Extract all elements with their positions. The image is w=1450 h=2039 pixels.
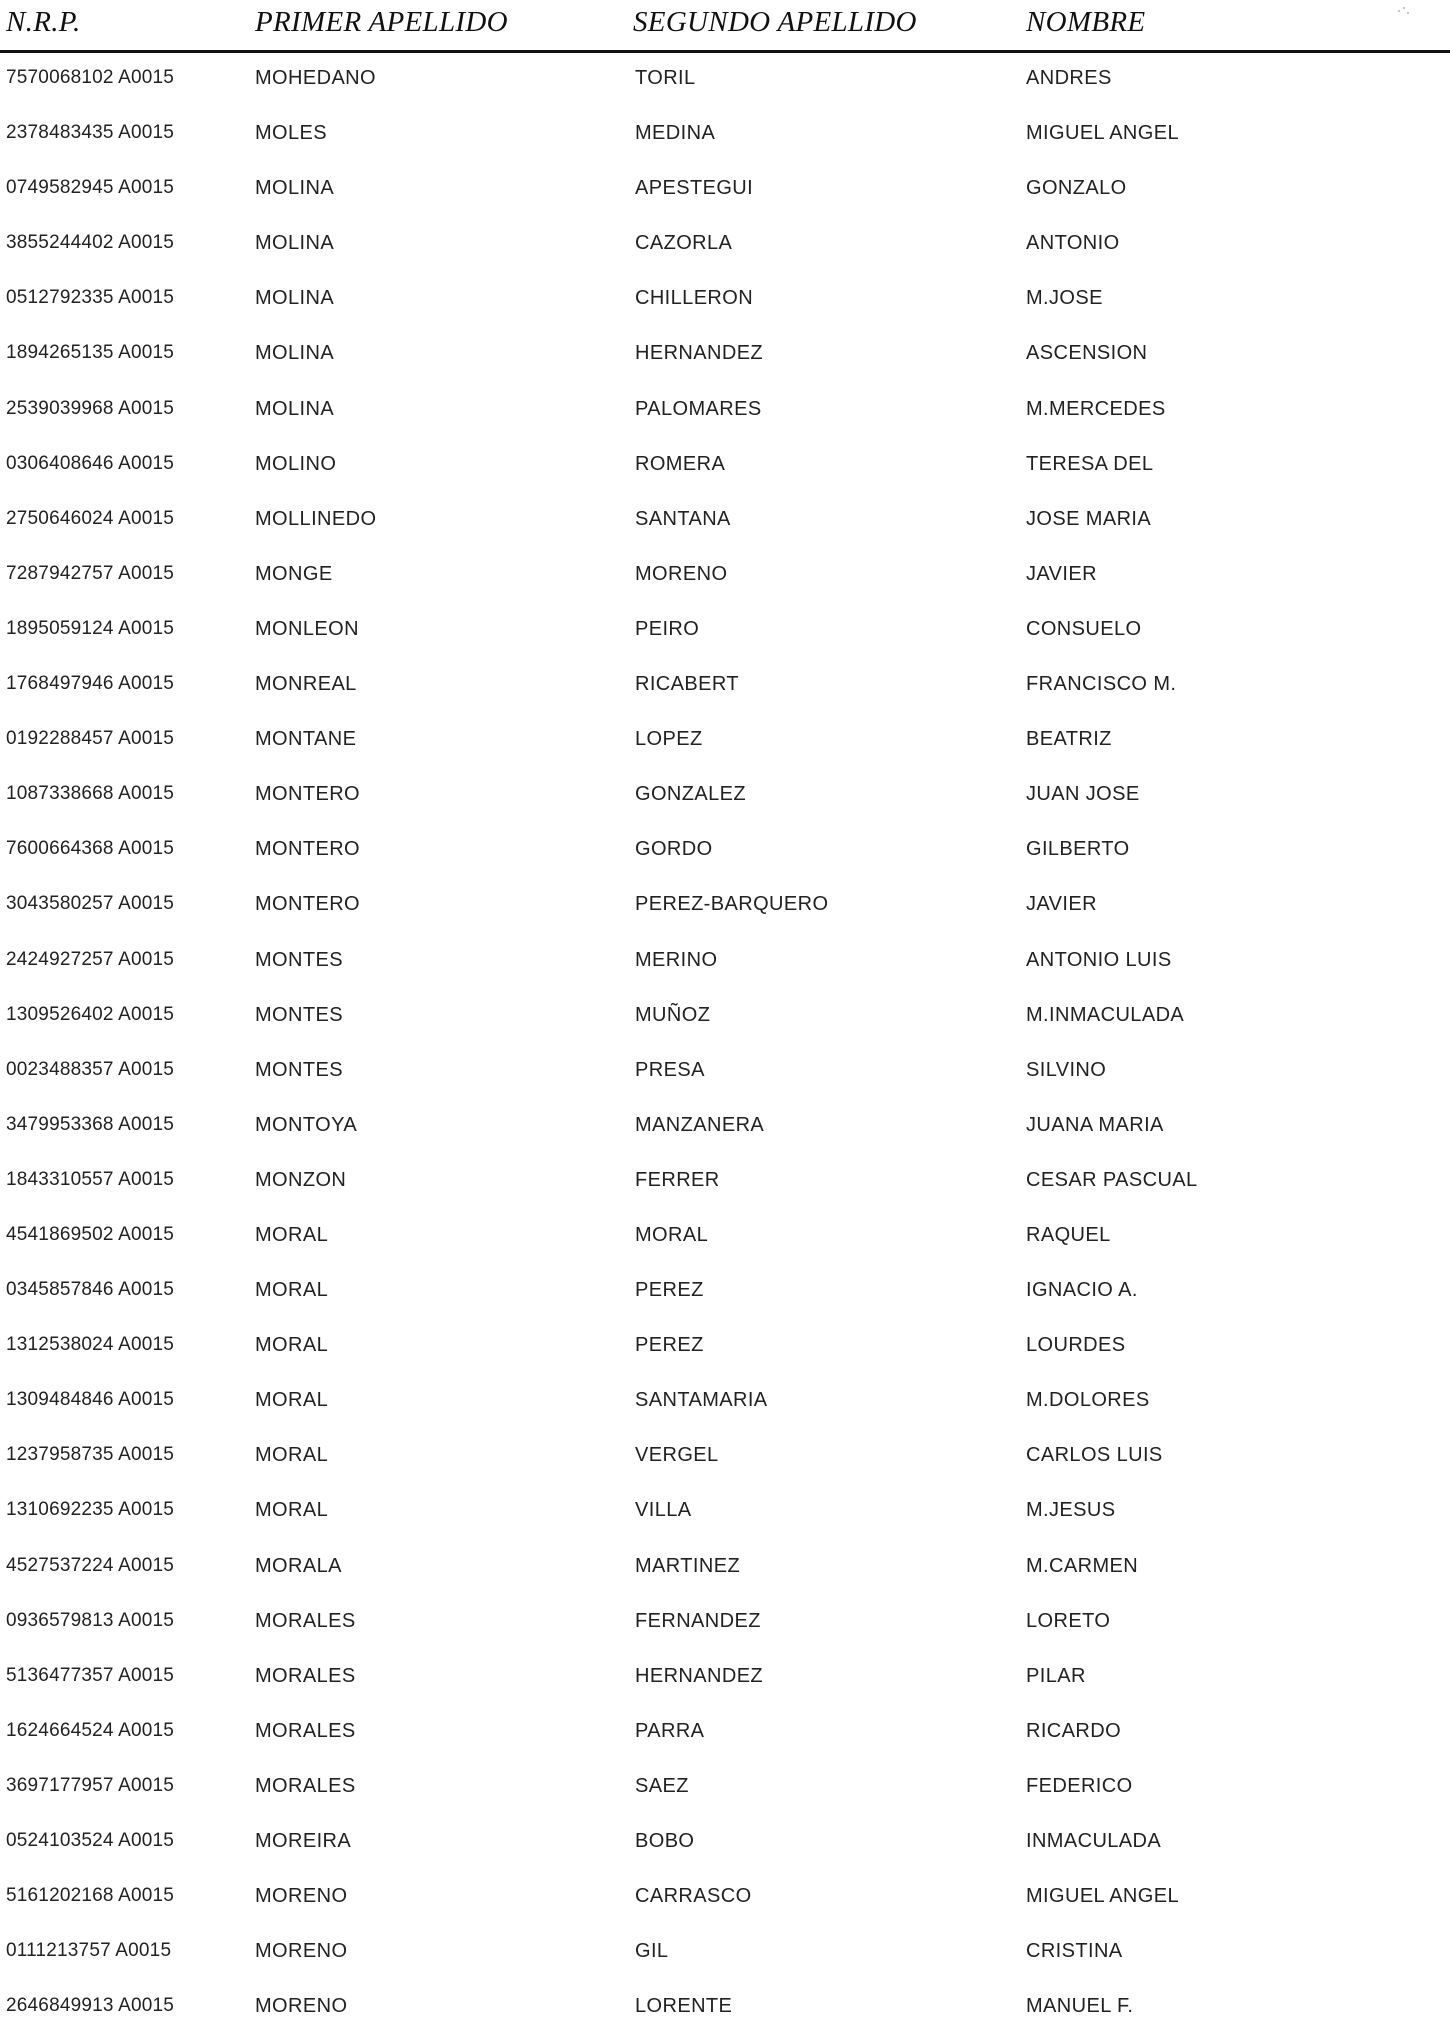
- nrp-cell: 3855244402 A0015: [6, 232, 175, 254]
- nombre-cell: SILVINO: [1026, 1058, 1107, 1081]
- nrp-cell: 1843310557 A0015: [6, 1168, 175, 1190]
- primer-apellido-cell: MONREAL: [255, 673, 357, 696]
- table-row: [0, 1874, 1450, 1929]
- segundo-apellido-cell: TORIL: [635, 67, 696, 89]
- table-row: [0, 1323, 1450, 1378]
- segundo-apellido-cell: BOBO: [635, 1830, 695, 1852]
- header-nombre: NOMBRE: [1026, 6, 1146, 38]
- primer-apellido-cell: MOLINA: [255, 232, 335, 255]
- segundo-apellido-cell: MEDINA: [635, 122, 716, 145]
- table-row: [0, 1213, 1450, 1268]
- nombre-cell: M.INMACULADA: [1026, 1003, 1185, 1026]
- segundo-apellido-cell: GONZALEZ: [635, 783, 746, 806]
- table-row: [0, 1929, 1450, 1984]
- nombre-cell: MANUEL F.: [1026, 1995, 1134, 2018]
- nrp-cell: 1768497946 A0015: [6, 673, 175, 695]
- nrp-cell: 1895059124 A0015: [6, 617, 175, 639]
- nrp-cell: 1237958735 A0015: [6, 1444, 175, 1466]
- table-row: [0, 607, 1450, 662]
- nrp-cell: 2378483435 A0015: [6, 122, 175, 144]
- table-row: [0, 1268, 1450, 1323]
- nrp-cell: 1309484846 A0015: [6, 1389, 175, 1411]
- nrp-cell: 0749582945 A0015: [6, 177, 175, 199]
- nombre-cell: TERESA DEL: [1026, 452, 1154, 475]
- table-row: [0, 442, 1450, 497]
- nrp-cell: 5161202168 A0015: [6, 1885, 175, 1907]
- table-row: [0, 772, 1450, 827]
- segundo-apellido-cell: SAEZ: [635, 1774, 689, 1797]
- nombre-cell: JAVIER: [1026, 893, 1097, 916]
- nrp-cell: 7570068102 A0015: [6, 67, 175, 88]
- primer-apellido-cell: MOLINA: [255, 177, 335, 200]
- segundo-apellido-cell: PARRA: [635, 1719, 705, 1742]
- nombre-cell: M.MERCEDES: [1026, 397, 1166, 420]
- header-rule: [0, 50, 1450, 53]
- nombre-cell: INMACULADA: [1026, 1830, 1162, 1852]
- primer-apellido-cell: MONZON: [255, 1168, 347, 1191]
- primer-apellido-cell: MORENO: [255, 1940, 348, 1963]
- primer-apellido-cell: MORAL: [255, 1223, 329, 1246]
- nrp-cell: 4541869502 A0015: [6, 1223, 175, 1245]
- nrp-cell: 1312538024 A0015: [6, 1334, 175, 1356]
- segundo-apellido-cell: SANTANA: [635, 507, 731, 530]
- primer-apellido-cell: MORALA: [255, 1554, 342, 1577]
- nombre-cell: JUAN JOSE: [1026, 783, 1140, 806]
- nombre-cell: CRISTINA: [1026, 1940, 1123, 1963]
- primer-apellido-cell: MORENO: [255, 1995, 348, 2018]
- table-row: [0, 827, 1450, 882]
- primer-apellido-cell: MORALES: [255, 1664, 356, 1687]
- segundo-apellido-cell: GORDO: [635, 838, 713, 861]
- nrp-cell: 1310692235 A0015: [6, 1499, 175, 1521]
- primer-apellido-cell: MOLINA: [255, 397, 335, 420]
- nrp-cell: 0936579813 A0015: [6, 1609, 175, 1631]
- nrp-cell: 2646849913 A0015: [6, 1995, 175, 2017]
- primer-apellido-cell: MONTES: [255, 1003, 343, 1026]
- segundo-apellido-cell: MORAL: [635, 1223, 709, 1246]
- primer-apellido-cell: MONTOYA: [255, 1113, 358, 1136]
- table-row: [0, 1378, 1450, 1433]
- segundo-apellido-cell: LOPEZ: [635, 728, 703, 751]
- nombre-cell: JUANA MARIA: [1026, 1113, 1164, 1136]
- nrp-cell: 0524103524 A0015: [6, 1830, 175, 1851]
- primer-apellido-cell: MOLINA: [255, 342, 335, 365]
- segundo-apellido-cell: HERNANDEZ: [635, 342, 764, 365]
- primer-apellido-cell: MONLEON: [255, 617, 359, 640]
- segundo-apellido-cell: FERNANDEZ: [635, 1609, 761, 1632]
- nrp-cell: 3697177957 A0015: [6, 1774, 175, 1796]
- header-primer-apellido: PRIMER APELLIDO: [255, 6, 508, 38]
- segundo-apellido-cell: MORENO: [635, 562, 728, 585]
- segundo-apellido-cell: MANZANERA: [635, 1113, 765, 1136]
- nrp-cell: 0192288457 A0015: [6, 728, 175, 750]
- primer-apellido-cell: MORALES: [255, 1609, 356, 1632]
- segundo-apellido-cell: MUÑOZ: [635, 1003, 711, 1026]
- table-row: [0, 1048, 1450, 1103]
- table-row: [0, 387, 1450, 442]
- nrp-cell: 7600664368 A0015: [6, 838, 175, 860]
- table-row: [0, 331, 1450, 386]
- table-row: [0, 56, 1450, 111]
- nrp-cell: 1624664524 A0015: [6, 1719, 175, 1741]
- segundo-apellido-cell: PALOMARES: [635, 397, 762, 420]
- nombre-cell: MIGUEL ANGEL: [1026, 1885, 1179, 1908]
- table-row: [0, 1654, 1450, 1709]
- primer-apellido-cell: MORALES: [255, 1719, 356, 1742]
- nombre-cell: MIGUEL ANGEL: [1026, 122, 1179, 145]
- nombre-cell: ANDRES: [1026, 67, 1112, 89]
- nombre-cell: IGNACIO A.: [1026, 1279, 1138, 1302]
- primer-apellido-cell: MONTERO: [255, 838, 361, 861]
- primer-apellido-cell: MORAL: [255, 1279, 329, 1302]
- nombre-cell: JAVIER: [1026, 562, 1097, 585]
- nrp-cell: 3479953368 A0015: [6, 1113, 175, 1135]
- segundo-apellido-cell: HERNANDEZ: [635, 1664, 764, 1687]
- nrp-cell: 0111213757 A0015: [6, 1940, 172, 1962]
- primer-apellido-cell: MOLINA: [255, 287, 335, 310]
- segundo-apellido-cell: PEIRO: [635, 617, 700, 640]
- segundo-apellido-cell: GIL: [635, 1940, 669, 1963]
- primer-apellido-cell: MORENO: [255, 1885, 348, 1908]
- segundo-apellido-cell: ROMERA: [635, 452, 726, 475]
- nrp-cell: 7287942757 A0015: [6, 562, 175, 584]
- segundo-apellido-cell: VERGEL: [635, 1444, 719, 1467]
- table-header: [0, 0, 1450, 54]
- segundo-apellido-cell: MERINO: [635, 948, 718, 971]
- primer-apellido-cell: MORAL: [255, 1444, 329, 1467]
- table-row: [0, 1544, 1450, 1599]
- table-row: [0, 276, 1450, 331]
- table-row: [0, 882, 1450, 937]
- nrp-cell: 0512792335 A0015: [6, 287, 175, 309]
- segundo-apellido-cell: SANTAMARIA: [635, 1389, 768, 1412]
- segundo-apellido-cell: MARTINEZ: [635, 1554, 741, 1577]
- primer-apellido-cell: MONTERO: [255, 893, 361, 916]
- segundo-apellido-cell: PEREZ-BARQUERO: [635, 893, 829, 916]
- primer-apellido-cell: MORALES: [255, 1774, 356, 1797]
- nrp-cell: 3043580257 A0015: [6, 893, 175, 915]
- table-row: [0, 1819, 1450, 1874]
- table-row: [0, 166, 1450, 221]
- nombre-cell: M.CARMEN: [1026, 1554, 1139, 1577]
- nombre-cell: ASCENSION: [1026, 342, 1148, 365]
- nombre-cell: CESAR PASCUAL: [1026, 1168, 1198, 1191]
- nombre-cell: ANTONIO LUIS: [1026, 948, 1172, 971]
- nombre-cell: LOURDES: [1026, 1334, 1126, 1357]
- table-row: [0, 497, 1450, 552]
- nombre-cell: FRANCISCO M.: [1026, 673, 1177, 696]
- segundo-apellido-cell: FERRER: [635, 1168, 720, 1191]
- table-body: [0, 56, 1450, 2039]
- segundo-apellido-cell: PEREZ: [635, 1279, 704, 1302]
- table-row: [0, 221, 1450, 276]
- nombre-cell: LORETO: [1026, 1609, 1111, 1632]
- table-row: [0, 1599, 1450, 1654]
- nombre-cell: M.JESUS: [1026, 1499, 1116, 1522]
- table-row: [0, 552, 1450, 607]
- table-row: [0, 1103, 1450, 1158]
- table-row: [0, 1433, 1450, 1488]
- primer-apellido-cell: MOREIRA: [255, 1830, 352, 1852]
- nombre-cell: GONZALO: [1026, 177, 1127, 200]
- table-row: [0, 1764, 1450, 1819]
- segundo-apellido-cell: PEREZ: [635, 1334, 704, 1357]
- nrp-cell: 2539039968 A0015: [6, 397, 175, 419]
- primer-apellido-cell: MONGE: [255, 562, 333, 585]
- nrp-cell: 2750646024 A0015: [6, 507, 175, 529]
- primer-apellido-cell: MORAL: [255, 1389, 329, 1412]
- nrp-cell: 1894265135 A0015: [6, 342, 175, 364]
- header-segundo-apellido: SEGUNDO APELLIDO: [633, 6, 917, 38]
- nrp-cell: 2424927257 A0015: [6, 948, 175, 970]
- segundo-apellido-cell: CHILLERON: [635, 287, 754, 310]
- nombre-cell: M.JOSE: [1026, 287, 1103, 310]
- segundo-apellido-cell: APESTEGUI: [635, 177, 754, 200]
- primer-apellido-cell: MORAL: [255, 1499, 329, 1522]
- nrp-cell: 1087338668 A0015: [6, 783, 175, 805]
- primer-apellido-cell: MOLES: [255, 122, 328, 145]
- nombre-cell: GILBERTO: [1026, 838, 1130, 861]
- segundo-apellido-cell: LORENTE: [635, 1995, 733, 2018]
- nombre-cell: CONSUELO: [1026, 617, 1142, 640]
- scan-speck: [1398, 6, 1410, 16]
- nrp-cell: 0345857846 A0015: [6, 1279, 175, 1301]
- table-row: [0, 111, 1450, 166]
- table-row: [0, 1709, 1450, 1764]
- primer-apellido-cell: MOLINO: [255, 452, 337, 475]
- segundo-apellido-cell: CARRASCO: [635, 1885, 752, 1908]
- nombre-cell: ANTONIO: [1026, 232, 1120, 255]
- primer-apellido-cell: MOLLINEDO: [255, 507, 377, 530]
- nrp-cell: 1309526402 A0015: [6, 1003, 175, 1025]
- nombre-cell: FEDERICO: [1026, 1774, 1133, 1797]
- nombre-cell: RAQUEL: [1026, 1223, 1111, 1246]
- nombre-cell: M.DOLORES: [1026, 1389, 1150, 1412]
- nombre-cell: RICARDO: [1026, 1719, 1122, 1742]
- table-row: [0, 1488, 1450, 1543]
- segundo-apellido-cell: VILLA: [635, 1499, 692, 1522]
- nrp-cell: 0023488357 A0015: [6, 1058, 175, 1080]
- segundo-apellido-cell: PRESA: [635, 1058, 705, 1081]
- table-row: [0, 993, 1450, 1048]
- table-row: [0, 1158, 1450, 1213]
- nrp-cell: 5136477357 A0015: [6, 1664, 175, 1686]
- primer-apellido-cell: MONTANE: [255, 728, 357, 751]
- nombre-cell: BEATRIZ: [1026, 728, 1112, 751]
- nombre-cell: JOSE MARIA: [1026, 507, 1152, 530]
- segundo-apellido-cell: RICABERT: [635, 673, 739, 696]
- table-row: [0, 1984, 1450, 2039]
- table-row: [0, 662, 1450, 717]
- header-nrp: N.R.P.: [6, 6, 81, 38]
- nombre-cell: CARLOS LUIS: [1026, 1444, 1163, 1467]
- primer-apellido-cell: MONTES: [255, 948, 343, 971]
- table-row: [0, 938, 1450, 993]
- table-row: [0, 717, 1450, 772]
- primer-apellido-cell: MOHEDANO: [255, 67, 376, 89]
- segundo-apellido-cell: CAZORLA: [635, 232, 733, 255]
- primer-apellido-cell: MONTES: [255, 1058, 343, 1081]
- nrp-cell: 0306408646 A0015: [6, 452, 175, 474]
- nombre-cell: PILAR: [1026, 1664, 1086, 1687]
- primer-apellido-cell: MORAL: [255, 1334, 329, 1357]
- nrp-cell: 4527537224 A0015: [6, 1554, 175, 1576]
- primer-apellido-cell: MONTERO: [255, 783, 361, 806]
